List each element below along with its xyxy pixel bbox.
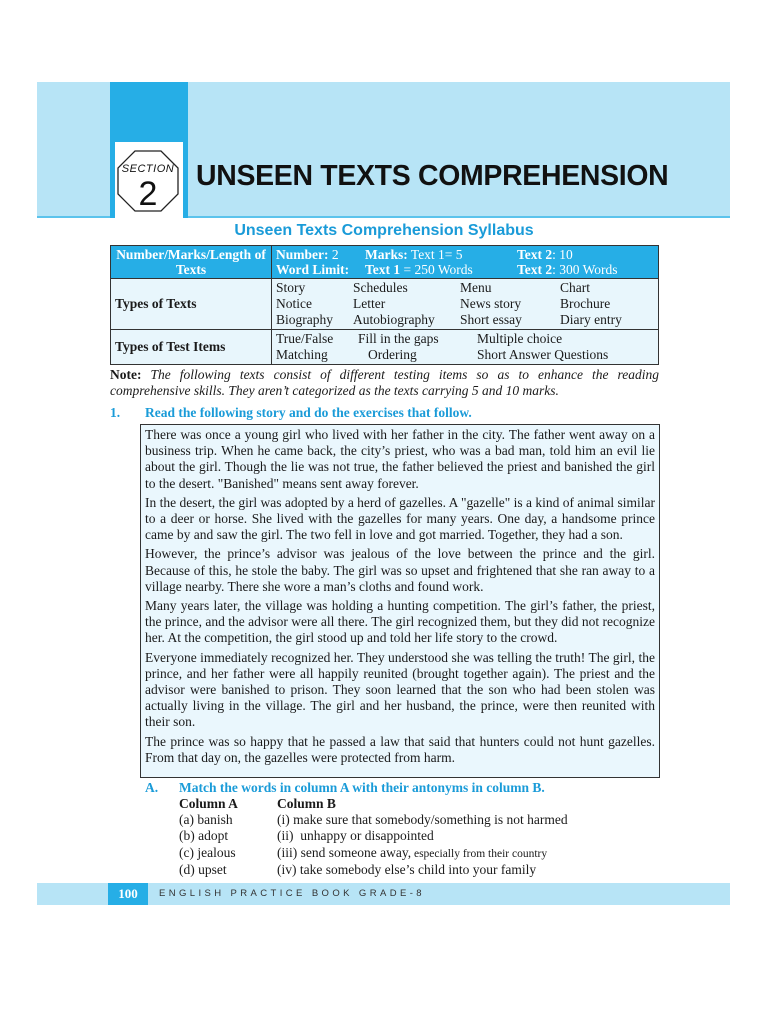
column-a-item: (d) upset [179,861,227,877]
story-box [140,424,660,778]
marks-value: Text 1= 5 [410,247,463,262]
story-paragraph: In the desert, the girl was adopted by a herd of gazelles. A "gazelle" is a kind of animal similar to a deer or horse. She lived with the gazelles for many years. One day, a handsome prince came by and saw the girl. The two fell in love and got married. Together, they had a son. [145,494,655,543]
marks-label: Marks: [365,247,408,262]
column-a-header: Column A [179,796,238,811]
column-b-item [277,845,547,862]
text-type: Notice [276,296,312,311]
book-title: ENGLISH PRACTICE BOOK GRADE-8 [159,888,425,899]
text-type: Letter [353,296,386,311]
column-b-text: (iii) send someone away, [277,844,412,860]
row-label-types: Types of Texts [111,279,272,330]
text2-label: Text 2 [517,247,553,262]
section-number: 2 [138,175,158,213]
column-a-item: (a) banish [179,812,233,828]
question-heading [110,405,472,421]
match-row [179,862,568,878]
test-item: Short Answer Questions [477,347,609,362]
row-label-length: Number/Marks/Length of Texts [111,246,272,279]
match-header-row [179,796,568,812]
match-row [179,828,568,844]
exercise-label: A. [145,780,159,795]
story-paragraph: There was once a young girl who lived with her father in the city. The father went away on a business trip. When he came back, the city’s priest, who was a bad man, told him an evil lie about the girl. Though the lie was not true, the father believed the priest and banished the girl to the desert. "Banished" means sent away forever. [145,427,655,491]
story-paragraph: Many years later, the village was holding a hunting competition. The girl’s father, the priest, the prince, and the advisor were all there. The girl recognized them, but they did not recognize her. At the competition, the girl stood up and told her life story to the crowd. [145,598,655,646]
page-title: UNSEEN TEXTS COMPREHENSION [196,160,669,192]
test-item: Ordering [368,347,417,362]
text2b-label: Text 2 [517,262,553,277]
column-a-item: (b) adopt [179,828,229,844]
syllabus-title: Unseen Texts Comprehension Syllabus [234,222,534,239]
text-type: Menu [460,280,492,295]
syllabus-table [110,245,659,365]
text2-value: : 10 [552,247,573,262]
note-text: The following texts consist of different testing items so as to enhance the reading comprehensive skills. They aren’t categorized as the texts carrying 5 and 10 marks. [110,367,659,398]
text2b-value: : 300 Words [552,262,618,277]
table-row [111,246,659,279]
row-values-length [272,246,659,279]
text-type: Story [276,280,306,295]
word-limit-label: Word Limit: [276,262,350,277]
story-paragraph: However, the prince’s advisor was jealous of the love between the prince and the girl. Because of this, he stole the baby. The girl was so upset and frightened that she ran away to a village nearby. There she wore a man’s cloths and found work. [145,546,655,594]
story-paragraph: Everyone immediately recognized her. They understood she was telling the truth! The girl, the prince, and her father were all happily reunited (brought together again). The priest and the advisor were banished to prison. They soon learned that the son who had been stolen was actually living in the village. The girl and her husband, the prince, were then reunited with their son. [145,649,655,730]
text-type: Chart [560,280,590,295]
match-row [179,812,568,828]
table-row [111,330,659,365]
match-table [179,796,568,878]
text-type: Schedules [353,280,408,295]
text-type: Short essay [460,312,522,327]
row-values-types [272,279,659,330]
question-instruction: Read the following story and do the exercises that follow. [145,405,472,420]
note-label: Note: [110,367,142,382]
column-b-item: (ii) unhappy or disappointed [277,828,434,844]
exercise-instruction: Match the words in column A with their antonyms in column B. [179,780,545,795]
table-row [111,279,659,330]
section-word: SECTION [121,163,175,175]
column-b-header: Column B [277,796,336,811]
test-item: True/False [276,331,334,346]
match-row [179,845,568,862]
number-value: 2 [331,247,339,262]
text-type: Autobiography [353,312,435,327]
text-type: News story [460,296,522,311]
note [110,367,659,399]
test-item: Fill in the gaps [358,331,439,346]
page-number: 100 [108,883,148,905]
test-item: Matching [276,347,328,362]
text1-label: Text 1 [365,262,401,277]
column-b-text-small: especially from their country [411,847,548,860]
story-paragraph: The prince was so happy that he passed a law that said that hunters could not hunt gazelles. From that day on, the gazelles were protected from harm. [145,733,655,765]
column-b-item: (iv) take somebody else’s child into your family [277,861,537,877]
column-a-item: (c) jealous [179,844,236,860]
exercise-heading [145,780,545,796]
row-label-test-items: Types of Test Items [111,330,272,365]
text-type: Diary entry [560,312,622,327]
number-label: Number: [276,247,329,262]
text-type: Biography [276,312,333,327]
question-number: 1. [110,405,121,420]
test-item: Multiple choice [477,331,563,346]
text-type: Brochure [560,296,611,311]
row-values-test-items [272,330,659,365]
column-b-item: (i) make sure that somebody/something is not harmed [277,812,568,828]
text1-value: = 250 Words [403,262,473,277]
